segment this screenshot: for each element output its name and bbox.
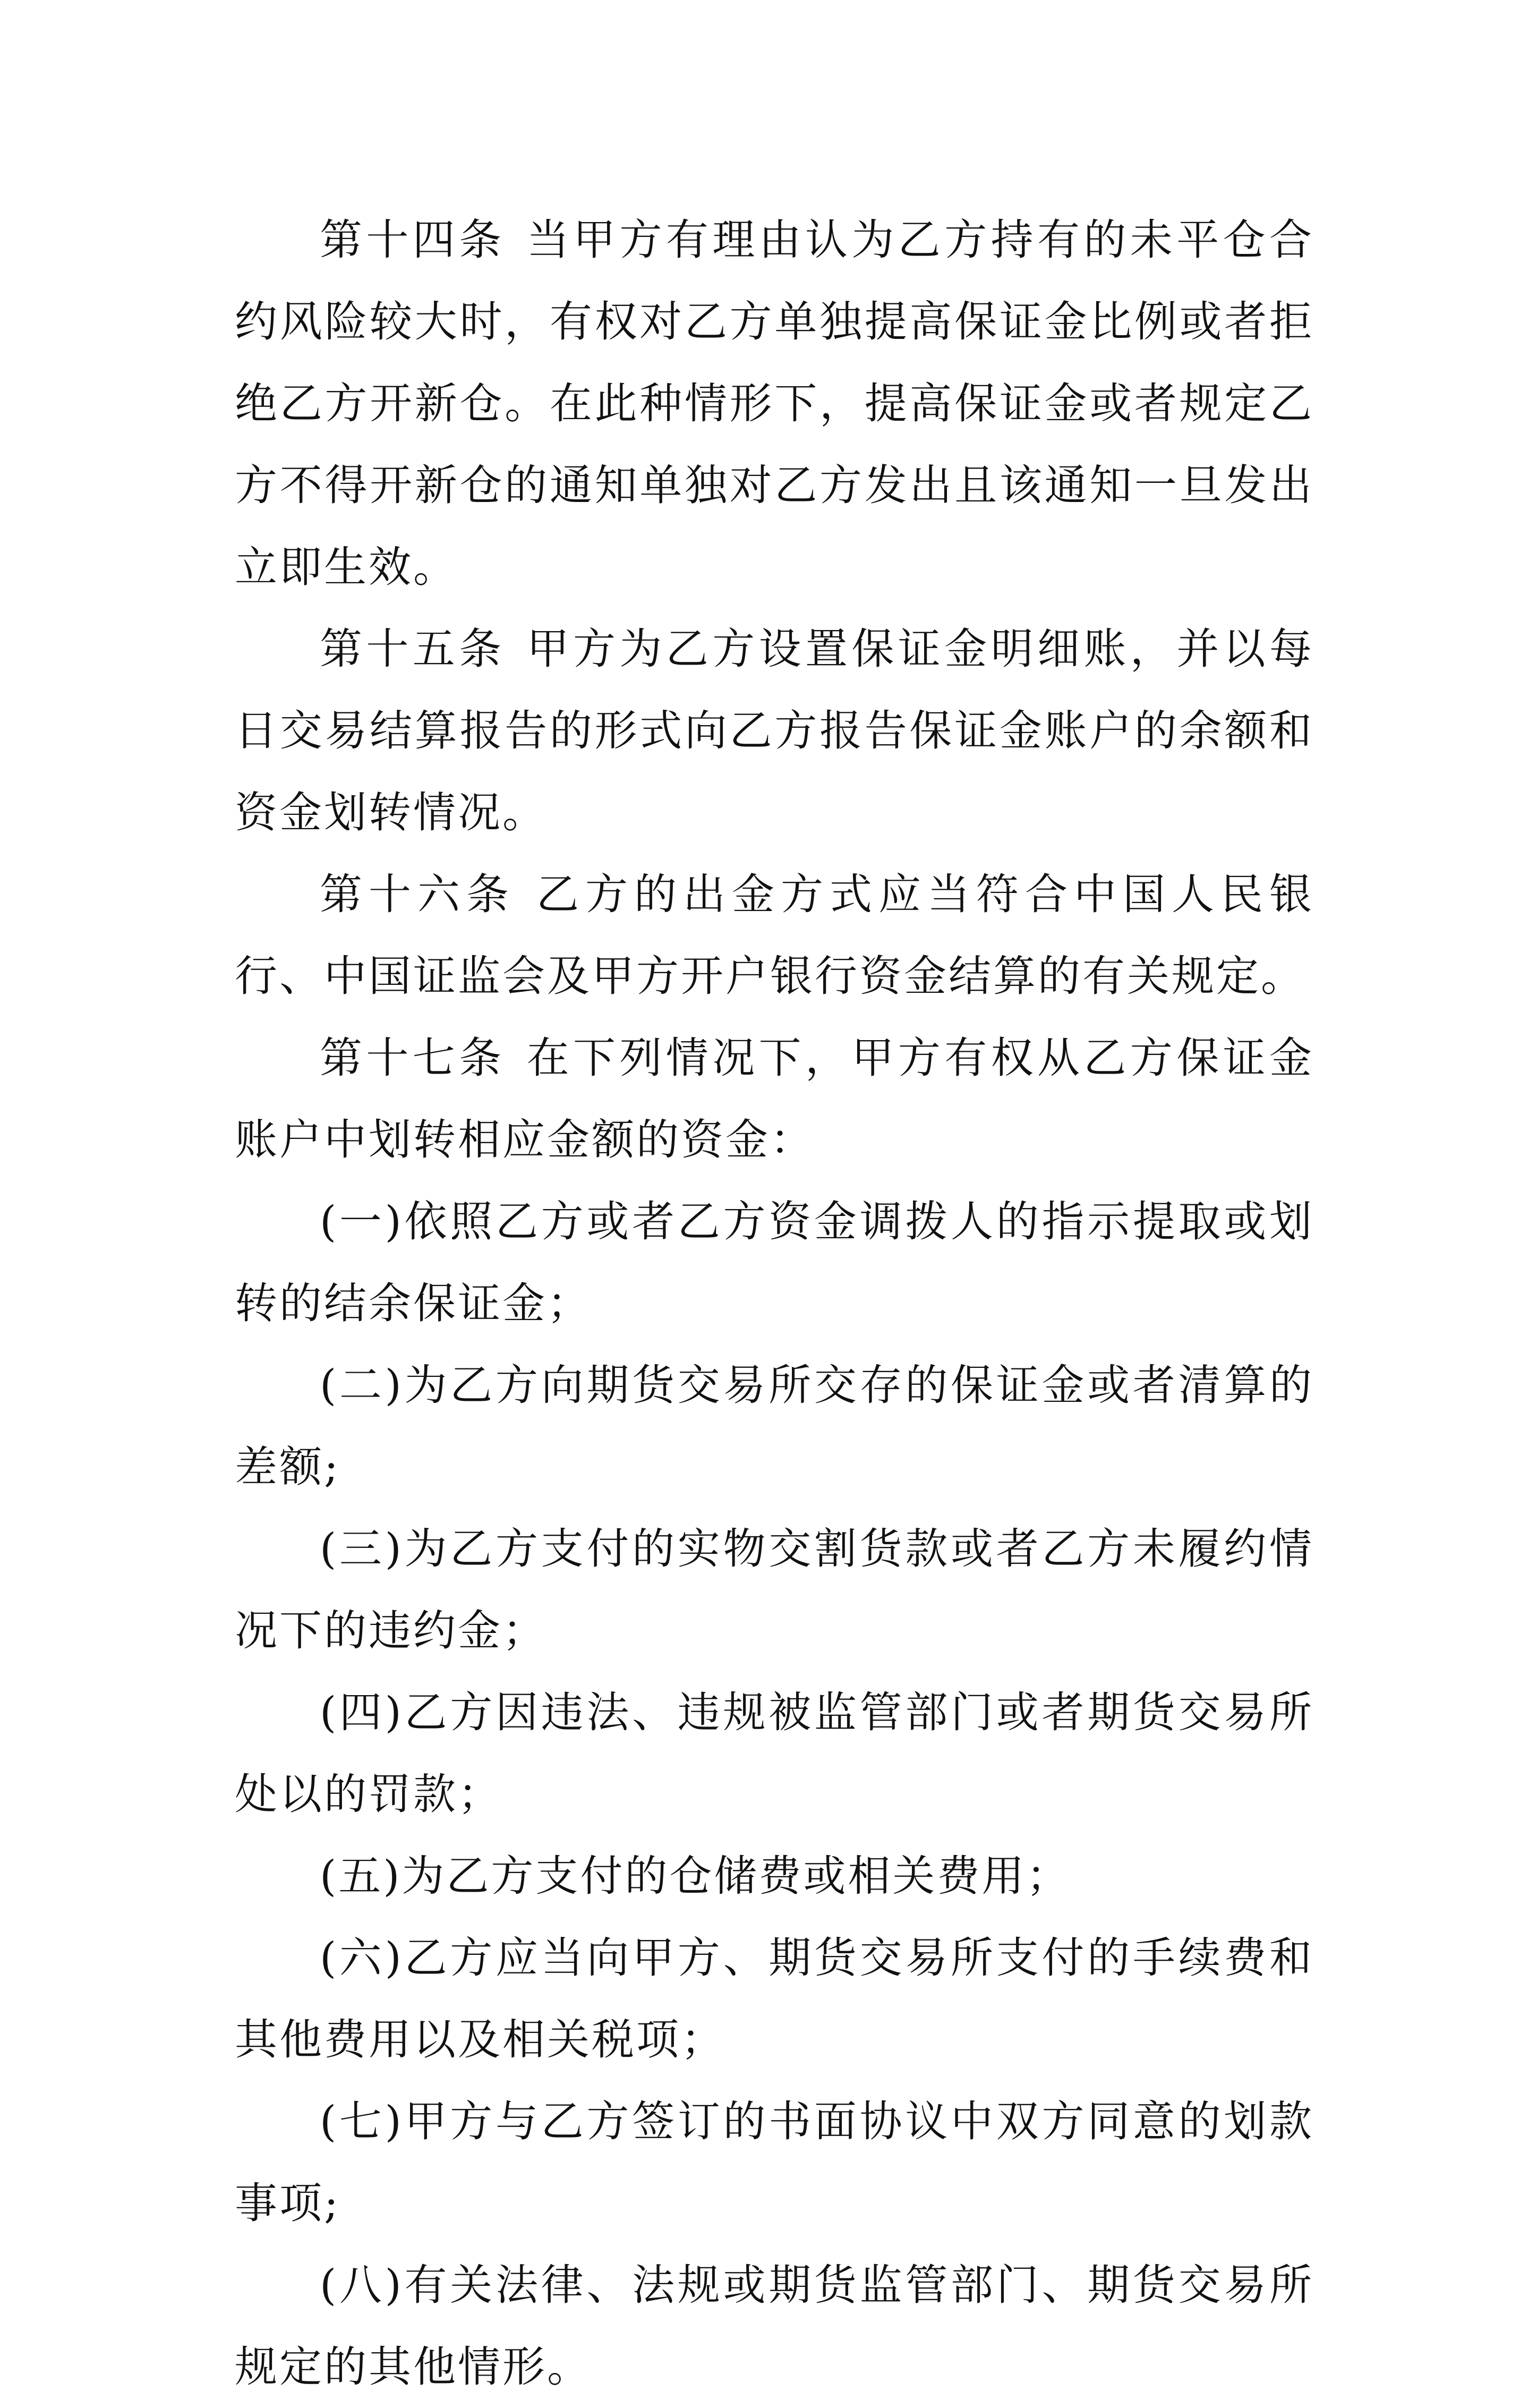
list-item-1: (一)依照乙方或者乙方资金调拨人的指示提取或划转的结余保证金； [235, 1197, 1314, 1328]
article-17 [235, 1017, 1314, 1181]
list-item-2: (二)为乙方向期货交易所交存的保证金或者清算的差额; [235, 1360, 1314, 1492]
list-item-4: (四)乙方因违法、违规被监管部门或者期货交易所处以的罚款； [235, 1688, 1314, 1819]
article-15-body: 甲方为乙方设置保证金明细账，并以每日交易结算报告的形式向乙方报告保证金账户的余额和资金划转情况。 [235, 624, 1314, 837]
article-15-heading: 第十五条 [320, 624, 506, 674]
article-17-heading: 第十七条 [320, 1033, 506, 1083]
document-page [235, 199, 1314, 2408]
article-17-body: 在下列情况下，甲方有权从乙方保证金账户中划转相应金额的资金： [235, 1033, 1314, 1164]
list-item-5: (五)为乙方支付的仓储费或相关费用； [320, 1851, 1071, 1901]
list-item-6: (六)乙方应当向甲方、期货交易所支付的手续费和其他费用以及相关税项； [235, 1933, 1314, 2064]
list-item-7: (七)甲方与乙方签订的书面协议中双方同意的划款事项; [235, 2097, 1314, 2228]
article-14-body: 当甲方有理由认为乙方持有的未平仓合约风险较大时，有权对乙方单独提高保证金比例或者拒绝乙方开新仓。在此种情形下，提高保证金或者规定乙方不得开新仓的通知单独对乙方发出且该通知一旦发出立即生效。 [235, 215, 1314, 592]
list-item-8: (八)有关法律、法规或期货监管部门、期货交易所规定的其他情形。 [235, 2260, 1314, 2392]
article-16-body: 乙方的出金方式应当符合中国人民银行、中国证监会及甲方开户银行资金结算的有关规定。 [235, 870, 1314, 1001]
article-16 [235, 854, 1314, 1017]
article-16-heading: 第十六条 [320, 870, 515, 919]
list-item-3: (三)为乙方支付的实物交割货款或者乙方未履约情况下的违约金； [235, 1524, 1314, 1655]
article-15 [235, 608, 1314, 854]
article-14-heading: 第十四条 [320, 215, 506, 265]
article-14 [235, 199, 1314, 608]
